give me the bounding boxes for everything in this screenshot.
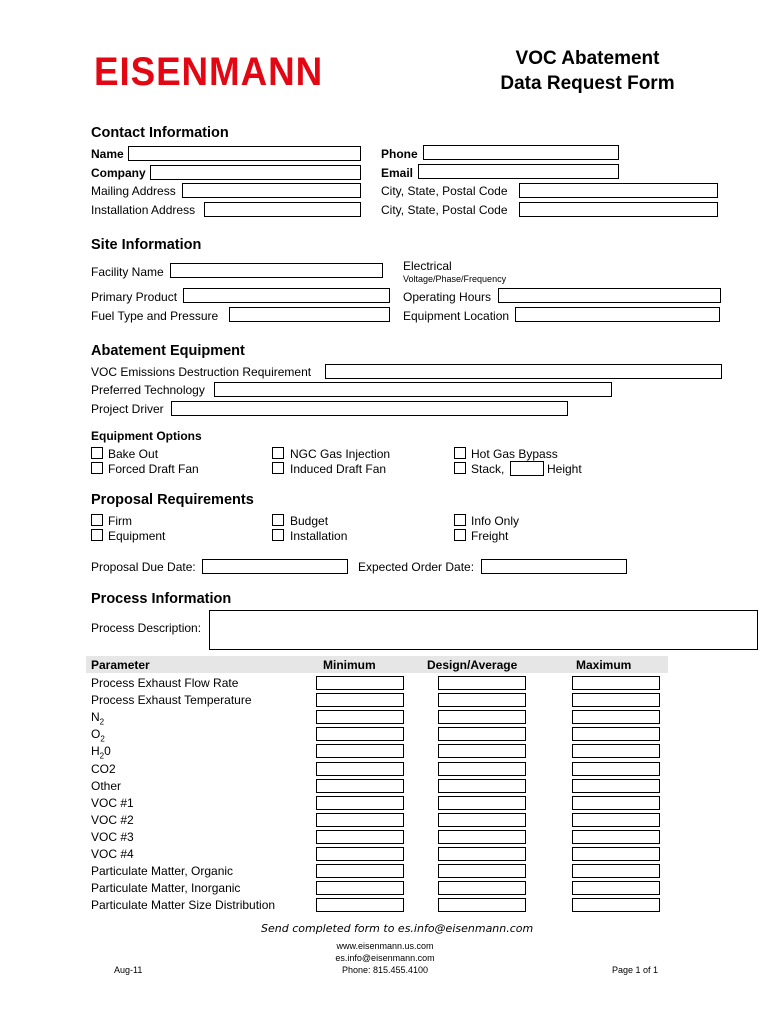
abatement-heading: Abatement Equipment [91,343,245,359]
operating-hours-field[interactable] [498,288,721,303]
facility-name-field[interactable] [170,263,383,278]
forced-draft-fan-checkbox[interactable] [91,462,103,474]
email-field[interactable] [418,164,619,179]
voc-requirement-label: VOC Emissions Destruction Requirement [91,365,312,379]
equipment-location-label: Equipment Location [403,309,510,323]
hot-gas-bypass-label: Hot Gas Bypass [471,447,558,461]
phone-label: Phone [381,147,418,161]
maximum-field[interactable] [572,727,660,741]
maximum-field[interactable] [572,813,660,827]
design-average-field[interactable] [438,830,526,844]
parameter-row-label: $N_2$ [91,710,105,727]
minimum-column-header: Minimum [323,658,376,672]
preferred-technology-field[interactable] [214,382,612,397]
city-state-postal-field-2[interactable] [519,202,718,217]
footer-website: www.eisenmann.us.com [336,941,434,951]
minimum-field[interactable] [316,864,404,878]
expected-order-date-field[interactable] [481,559,627,574]
footer-phone: Phone: 815.455.4100 [341,965,429,975]
expected-order-date-label: Expected Order Date: [358,560,475,574]
parameter-row-label: VOC #2 [91,812,134,827]
design-average-field[interactable] [438,744,526,758]
design-average-column-header: Design/Average [427,658,518,672]
minimum-field[interactable] [316,693,404,707]
city-state-postal-label-2: City, State, Postal Code [381,203,508,217]
forced-draft-fan-label: Forced Draft Fan [108,462,199,476]
design-average-field[interactable] [438,898,526,912]
induced-draft-fan-label: Induced Draft Fan [290,462,387,476]
primary-product-label: Primary Product [91,290,178,304]
minimum-field[interactable] [316,847,404,861]
facility-name-label: Facility Name [91,265,164,279]
induced-draft-fan-checkbox[interactable] [272,462,284,474]
parameter-row-label: CO2 [91,761,116,776]
maximum-field[interactable] [572,779,660,793]
electrical-label: Electrical [403,259,452,273]
parameter-row-label: Particulate Matter, Organic [91,864,234,879]
parameter-row-label: Process Exhaust Temperature [91,693,252,708]
minimum-field[interactable] [316,727,404,741]
parameter-row-label: Particulate Matter Size Distribution [91,898,276,913]
company-label: Company [91,166,146,180]
maximum-field[interactable] [572,898,660,912]
parameter-row-label: Process Exhaust Flow Rate [91,676,239,690]
email-label: Email [381,166,414,180]
minimum-field[interactable] [316,796,404,810]
budget-checkbox[interactable] [272,514,284,526]
maximum-field[interactable] [572,762,660,776]
minimum-field[interactable] [316,898,404,912]
footer-date: Aug-11 [114,965,143,975]
maximum-field[interactable] [572,847,660,861]
mailing-address-label: Mailing Address [91,184,176,198]
hot-gas-bypass-checkbox[interactable] [454,447,466,459]
info-only-label: Info Only [471,514,520,528]
preferred-technology-label: Preferred Technology [91,383,205,397]
stack-checkbox[interactable] [454,462,466,474]
mailing-address-field[interactable] [182,183,361,198]
minimum-field[interactable] [316,881,404,895]
voltage-phase-frequency-label: Voltage/Phase/Frequency [403,274,507,284]
firm-checkbox[interactable] [91,514,103,526]
company-field[interactable] [150,165,361,180]
parameter-row-label: VOC #3 [91,829,134,844]
parameter-row-label: Particulate Matter, Inorganic [91,881,241,896]
design-average-field[interactable] [438,676,526,690]
equipment-label: Equipment [108,529,166,543]
fuel-type-label: Fuel Type and Pressure [91,309,219,323]
design-average-field[interactable] [438,693,526,707]
project-driver-field[interactable] [171,401,568,416]
proposal-due-date-label: Proposal Due Date: [91,560,196,574]
form-title-line2: Data Request Form [500,73,675,94]
contact-heading: Contact Information [91,125,229,141]
minimum-field[interactable] [316,762,404,776]
parameter-row-label: VOC #1 [91,795,134,810]
maximum-field[interactable] [572,864,660,878]
installation-address-label: Installation Address [91,203,196,217]
design-average-field[interactable] [438,727,526,741]
budget-label: Budget [290,514,329,528]
process-heading: Process Information [91,591,232,607]
design-average-field[interactable] [438,813,526,827]
firm-label: Firm [108,514,132,528]
parameter-row-label: VOC #4 [91,847,134,861]
primary-product-field[interactable] [183,288,390,303]
freight-checkbox[interactable] [454,529,466,541]
parameter-row-label: Other [91,778,122,793]
installation-label: Installation [290,529,348,543]
equipment-location-field[interactable] [515,307,720,322]
parameter-row-label: $H_20$ [91,744,111,761]
design-average-field[interactable] [438,847,526,861]
process-description-label: Process Description: [91,621,202,635]
minimum-field[interactable] [316,813,404,827]
maximum-field[interactable] [572,744,660,758]
equipment-options-heading: Equipment Options [91,429,202,443]
proposal-heading: Proposal Requirements [91,492,254,508]
city-state-postal-label-1: City, State, Postal Code [381,184,508,198]
design-average-field[interactable] [438,779,526,793]
maximum-field[interactable] [572,881,660,895]
maximum-field[interactable] [572,710,660,724]
voc-requirement-field[interactable] [325,364,722,379]
minimum-field[interactable] [316,830,404,844]
footer-page-number: Page 1 of 1 [612,965,659,975]
design-average-field[interactable] [438,762,526,776]
installation-checkbox[interactable] [272,529,284,541]
freight-label: Freight [471,529,509,543]
process-description-field[interactable] [209,610,758,650]
send-instructions: Send completed form to es.info@eisenmann.com [261,922,534,935]
stack-height-field[interactable] [510,461,544,476]
stack-label: Stack, [471,462,505,476]
bake-out-checkbox[interactable] [91,447,103,459]
parameter-column-header: Parameter [91,658,150,672]
minimum-field[interactable] [316,779,404,793]
design-average-field[interactable] [438,710,526,724]
minimum-field[interactable] [316,676,404,690]
ngc-gas-injection-label: NGC Gas Injection [290,447,391,461]
minimum-field[interactable] [316,744,404,758]
eisenmann-logo: EISENMANN [94,50,324,94]
fuel-type-field[interactable] [229,307,390,322]
info-only-checkbox[interactable] [454,514,466,526]
maximum-field[interactable] [572,830,660,844]
bake-out-label: Bake Out [108,447,159,461]
design-average-field[interactable] [438,881,526,895]
ngc-gas-injection-checkbox[interactable] [272,447,284,459]
height-label: Height [547,462,582,476]
site-heading: Site Information [91,237,202,253]
parameter-row-label: $O_2$ [91,727,105,744]
operating-hours-label: Operating Hours [403,290,492,304]
city-state-postal-field-1[interactable] [519,183,718,198]
maximum-column-header: Maximum [576,658,632,672]
installation-address-field[interactable] [204,202,361,217]
name-field[interactable] [128,146,361,161]
name-label: Name [91,147,124,161]
minimum-field[interactable] [316,710,404,724]
maximum-field[interactable] [572,693,660,707]
maximum-field[interactable] [572,796,660,810]
project-driver-label: Project Driver [91,402,164,416]
phone-field[interactable] [423,145,619,160]
design-average-field[interactable] [438,864,526,878]
proposal-due-date-field[interactable] [202,559,348,574]
maximum-field[interactable] [572,676,660,690]
footer-email: es.info@eisenmann.com [335,953,435,963]
equipment-checkbox[interactable] [91,529,103,541]
design-average-field[interactable] [438,796,526,810]
form-title-line1: VOC Abatement [515,48,660,69]
